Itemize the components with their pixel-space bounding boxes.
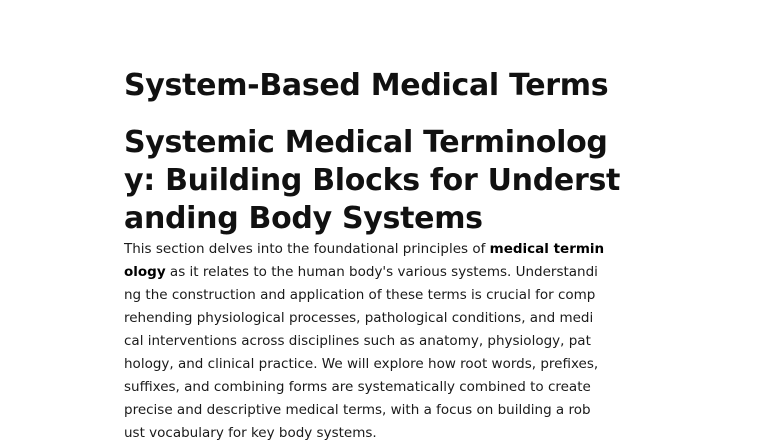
paragraph-line: rehending physiological processes, pathological conditions, and medi (124, 310, 594, 326)
paragraph-line: suffixes, and combining forms are systematically combined to create (124, 379, 591, 395)
key-term: ology (124, 264, 166, 280)
paragraph-line: hology, and clinical practice. We will explore how root words, prefixes, (124, 356, 599, 372)
page-title: System-Based Medical Terms (124, 68, 609, 103)
paragraph-line: ng the construction and application of these terms is crucial for comp (124, 287, 596, 303)
document-page (124, 62, 664, 445)
section-heading-line: y: Building Blocks for Underst (124, 163, 621, 198)
intro-paragraph (124, 238, 664, 445)
paragraph-line: ust vocabulary for key body systems. (124, 425, 377, 441)
section-heading (124, 124, 664, 238)
paragraph-line (124, 238, 664, 261)
paragraph-line: cal interventions across disciplines such as anatomy, physiology, pat (124, 333, 591, 349)
section-heading-line: Systemic Medical Terminolog (124, 125, 608, 160)
paragraph-line (124, 261, 664, 284)
paragraph-text: This section delves into the foundational principles of (124, 241, 490, 257)
key-term: medical termin (489, 241, 605, 257)
section-heading-line: anding Body Systems (124, 201, 483, 236)
paragraph-text: as it relates to the human body's various systems. Understandi (165, 264, 598, 280)
paragraph-line: precise and descriptive medical terms, with a focus on building a rob (124, 402, 591, 418)
